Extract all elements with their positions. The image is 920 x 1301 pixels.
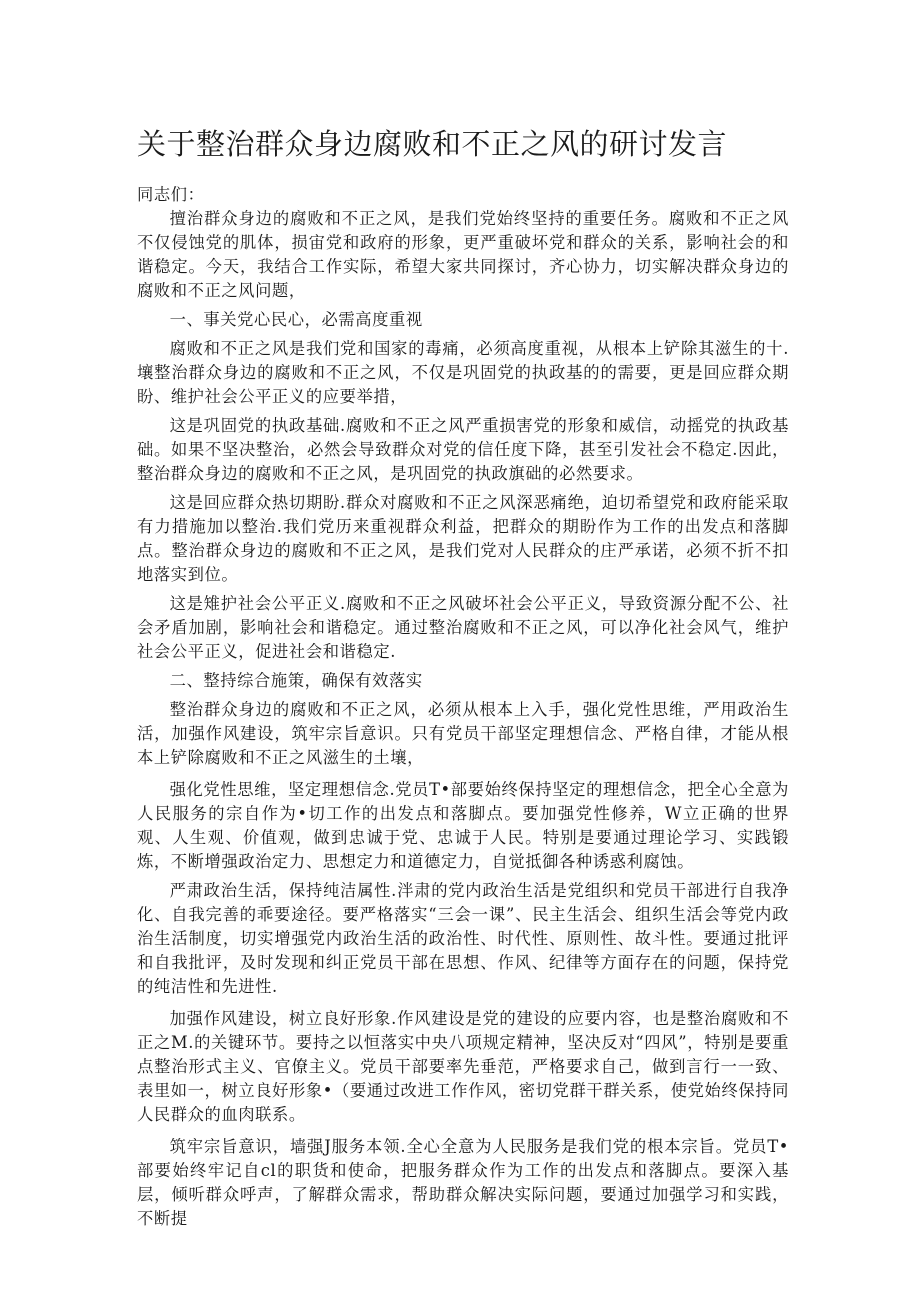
document-title: 关于整治群众身边腐败和不正之风的研讨发言 (137, 127, 728, 161)
section-heading-1: 一、事关党心民心，必需高度重视 (169, 310, 423, 329)
paragraph: 整治群众身边的腐败和不正之风，必须从根本上入手，强化党性思维，严用政治生活，加强作风建设，筑牢宗旨意识。只有党员干部坚定理想信念、严格自律，才能从根本上铲除腐败和不正之风滋生的土壤， (137, 700, 789, 767)
paragraph: 加强作风建设，树立良好形象.作风建设是党的建设的应要内容，也是整治腐败和不正之M.的关键环节。要持之以恒落实中央八项规定精神，坚决反对“四风”，特别是要重点整治形式主义、官僚主义。党员干部要率先垂范，严格要求自己，做到言行一一致、表里如一，树立良好形象•（要通过改进工作作风，密切党群干群关系，使党始终保持同人民群众的血肉联系。 (137, 1009, 789, 1124)
section-heading-2: 二、整持综合施策，确保有效落实 (169, 671, 423, 690)
paragraph: 严肃政治生活，保持纯洁属性.泮肃的党内政治生活是党组织和党员干部进行自我净化、自我完善的乖要途径。要严格落实“三会一课”、民主生活会、组织生活会等党内政治生活制度，切实增强党内政治生活的政治性、时代性、原则性、故斗性。要通过批评和自我批评，及时发现和纠正党员干部在思想、作风、纪律等方面存在的问题，保持党的纯洁性和先进性. (137, 881, 789, 996)
paragraph: 腐败和不正之风是我们党和国家的毒痛，必须高度重视，从根本上铲除其滋生的十.壤整治群众身边的腐败和不正之风，不仅是巩固党的执政基的的需要，更是回应群众期盼、维护社会公平正义的应要举措， (137, 339, 789, 406)
paragraph: 筑牢宗旨意识，墙强J服务本领.全心全意为人民服务是我们党的根本宗旨。党员T•部要始终牢记自cl的职货和使命，把服务群众作为工作的出发点和落脚点。要深入基层，倾听群众呼声，了解群众需求，帮助群众解决实际问题，要通过加强学习和实践，不断提 (137, 1137, 789, 1228)
paragraph-intro: 擅治群众身边的腐败和不正之风，是我们党始终坚持的重要任务。腐败和不正之风不仅侵蚀党的肌体，损宙党和政府的形象，更严重破坏党和群众的关系，影响社会的和谐稳定。今天，我结合工作实际，希望大家共同探讨，齐心协力，切实解决群众身边的腐败和不正之风问题， (137, 209, 789, 300)
document-body (137, 183, 789, 1231)
salutation: 同志们： (137, 185, 205, 204)
paragraph: 这是回应群众热切期盼.群众对腐败和不正之风深恶痛绝，迫切希望党和政府能采取有力措施加以整治.我们党历来重视群众利益，把群众的期盼作为工作的出发点和落脚点。整治群众身边的腐败和不正之风，是我们党对人民群众的庄严承诺，必须不折不扣地落实到位。 (137, 493, 789, 584)
paragraph: 这是巩固党的执政基础.腐败和不正之风严重损害党的形象和威信，动摇党的执政基础。如果不坚决整治，必然会导致群众对党的信任度下降，甚至引发社会不稳定.因此，整治群众身边的腐败和不正之风，是巩固党的执政旗础的必然要求。 (137, 416, 789, 483)
paragraph: 强化党性思维，坚定理想信念.党员T•部要始终保持坚定的理想信念，把全心全意为人民服务的宗自作为•切工作的出发点和落脚点。要加强党性修养，W立正确的世界观、人生观、价值观，做到忠诚于党、忠诚于人民。特别是要通过理论学习、实践锻炼，不断增强政治定力、思想定力和道德定力，自觉抵御各种诱惑利腐蚀。 (137, 780, 789, 871)
paragraph: 这是雉护社会公平正义.腐败和不正之风破坏社会公平正义，导致资源分配不公、社会矛盾加剧，影响社会和谐稳定。通过整治腐败和不正之风，可以净化社会风气，维护社会公平正义，促进社会和谐稳定. (137, 594, 789, 661)
